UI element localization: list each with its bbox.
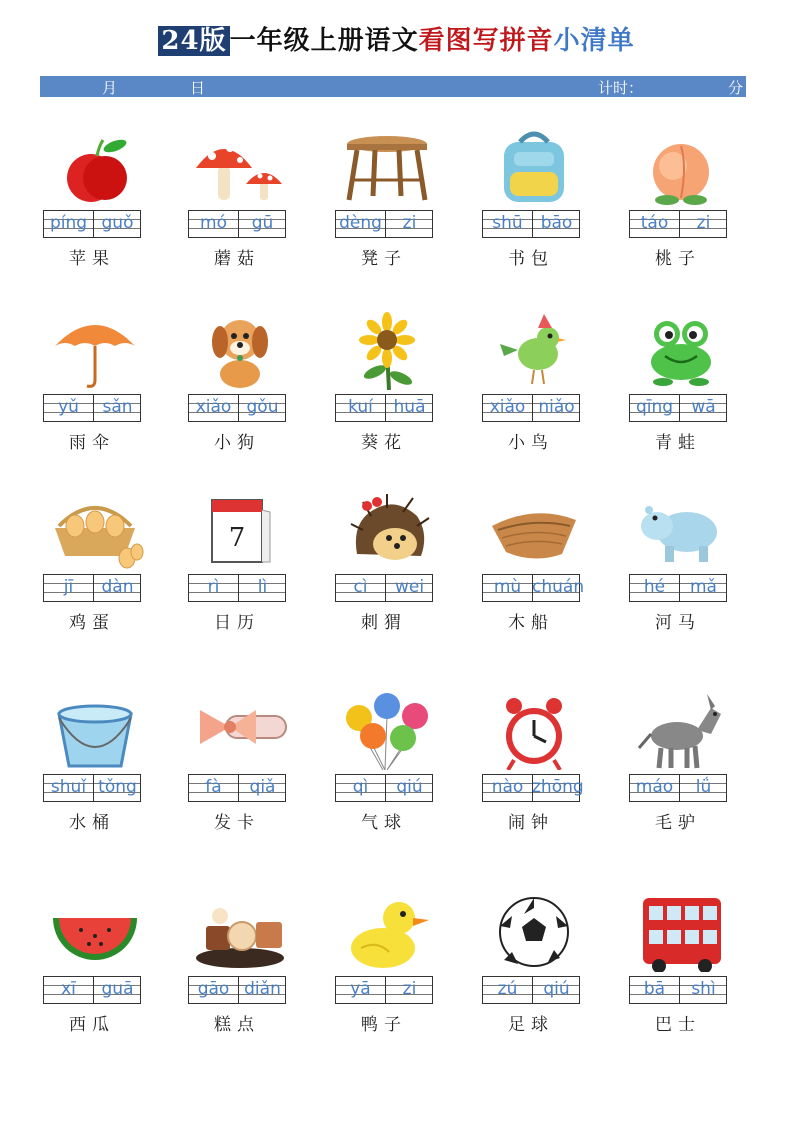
backpack-icon (484, 126, 584, 206)
pinyin-grid (335, 774, 433, 802)
alarm-clock-icon (484, 690, 584, 770)
pinyin-syllable-1: mù (493, 577, 522, 597)
chinese-word: 糕点 (214, 1015, 260, 1035)
pinyin-syllable-2: guā (101, 979, 134, 999)
pinyin-grid (43, 394, 141, 422)
chinese-word: 足球 (508, 1015, 554, 1035)
vocab-card (35, 490, 155, 650)
duck-icon (337, 892, 437, 972)
vocab-card (35, 310, 155, 470)
pinyin-grid (482, 210, 580, 238)
edition-badge: 24版 (158, 26, 229, 56)
pinyin-syllable-2: qiǎ (249, 777, 276, 797)
pinyin-grid (188, 574, 286, 602)
balloons-icon (337, 690, 437, 770)
bus-icon (631, 892, 731, 972)
pinyin-syllable-2: zi (402, 979, 417, 999)
pinyin-syllable-1: xiǎo (195, 397, 232, 417)
vocab-card (474, 310, 594, 470)
pinyin-syllable-2: tǒng (98, 777, 137, 797)
pinyin-syllable-1: xī (61, 979, 76, 999)
chinese-word: 葵花 (361, 433, 407, 453)
calendar-icon (190, 490, 290, 570)
chinese-word: 青蛙 (655, 433, 701, 453)
pinyin-grid (482, 394, 580, 422)
date-timer-bar (40, 76, 746, 97)
pastry-icon (190, 892, 290, 972)
chinese-word: 木船 (508, 613, 554, 633)
pinyin-grid (629, 774, 727, 802)
soccer-ball-icon (484, 892, 584, 972)
chinese-word: 河马 (655, 613, 701, 633)
pinyin-syllable-2: zhōng (532, 777, 584, 797)
chinese-word: 苹果 (69, 249, 115, 269)
pinyin-grid (482, 574, 585, 602)
vocab-card (180, 690, 300, 850)
pinyin-syllable-2: bāo (540, 213, 573, 233)
pinyin-syllable-2: zi (402, 213, 417, 233)
pinyin-grid (188, 210, 286, 238)
pinyin-syllable-2: qiú (396, 777, 423, 797)
chinese-word: 刺猬 (361, 613, 407, 633)
pinyin-syllable-1: shū (492, 213, 523, 233)
pinyin-syllable-2: dàn (101, 577, 134, 597)
frog-icon (631, 310, 731, 390)
vocab-card (621, 690, 741, 850)
vocab-card (327, 892, 447, 1052)
pinyin-grid (482, 976, 580, 1004)
vocab-card (180, 490, 300, 650)
chinese-word: 水桶 (69, 813, 115, 833)
pinyin-syllable-2: wei (394, 577, 425, 597)
pinyin-grid (43, 976, 141, 1004)
pinyin-syllable-1: mó (200, 213, 227, 233)
pinyin-syllable-1: qīng (635, 397, 674, 417)
pinyin-grid (335, 210, 433, 238)
chinese-word: 书包 (508, 249, 554, 269)
chinese-word: 巴士 (655, 1015, 701, 1035)
pinyin-syllable-2: lǘ (695, 777, 712, 797)
pinyin-syllable-2: gū (251, 213, 274, 233)
peach-icon (631, 126, 731, 206)
chinese-word: 蘑菇 (214, 249, 260, 269)
pinyin-grid (629, 394, 727, 422)
vocab-card (474, 690, 594, 850)
vocab-card (35, 892, 155, 1052)
vocab-card (621, 126, 741, 286)
pinyin-syllable-2: guǒ (101, 213, 134, 233)
pinyin-syllable-2: sǎn (102, 397, 133, 417)
pinyin-syllable-2: lì (257, 577, 268, 597)
pinyin-syllable-1: táo (640, 213, 669, 233)
pinyin-grid (629, 574, 727, 602)
pinyin-grid (43, 774, 141, 802)
minute-label: 分 (728, 79, 744, 97)
vocab-card (327, 490, 447, 650)
pinyin-grid (188, 976, 286, 1004)
pinyin-grid (629, 210, 727, 238)
sunflower-icon (337, 310, 437, 390)
pinyin-syllable-2: diǎn (244, 979, 281, 999)
apple-icon (45, 126, 145, 206)
pinyin-syllable-1: fà (205, 777, 222, 797)
pinyin-syllable-1: máo (635, 777, 674, 797)
svg-text:7: 7 (228, 523, 246, 553)
timer-label: 计时： (598, 79, 644, 97)
watermelon-icon (45, 892, 145, 972)
pinyin-grid (335, 394, 433, 422)
donkey-icon (631, 690, 731, 770)
pinyin-syllable-1: yǔ (58, 397, 79, 417)
pinyin-syllable-2: chuán (532, 577, 585, 597)
mushroom-icon (190, 126, 290, 206)
chinese-word: 毛驴 (655, 813, 701, 833)
pinyin-grid (43, 210, 141, 238)
vocab-card (621, 310, 741, 470)
wooden-boat-icon (484, 490, 584, 570)
pinyin-syllable-1: gāo (197, 979, 230, 999)
pinyin-syllable-2: gǒu (246, 397, 279, 417)
bird-icon (484, 310, 584, 390)
pinyin-grid (188, 774, 286, 802)
pinyin-syllable-1: shuǐ (50, 777, 87, 797)
pinyin-syllable-1: jī (63, 577, 74, 597)
vocab-card (474, 126, 594, 286)
hippo-icon (631, 490, 731, 570)
hedgehog-icon (337, 490, 437, 570)
eggs-basket-icon (45, 490, 145, 570)
pinyin-syllable-2: zi (696, 213, 711, 233)
pinyin-grid (482, 774, 584, 802)
chinese-word: 小鸟 (508, 433, 554, 453)
stool-icon (337, 126, 437, 206)
page-title (0, 20, 793, 57)
chinese-word: 凳子 (361, 249, 407, 269)
chinese-word: 鸭子 (361, 1015, 407, 1035)
chinese-word: 气球 (361, 813, 407, 833)
puppy-icon (190, 310, 290, 390)
chinese-word: 雨伞 (69, 433, 115, 453)
pinyin-grid (629, 976, 727, 1004)
pinyin-syllable-1: qì (352, 777, 369, 797)
vocab-card (180, 126, 300, 286)
vocab-card (621, 892, 741, 1052)
pinyin-syllable-1: píng (49, 213, 88, 233)
chinese-word: 鸡蛋 (69, 613, 115, 633)
pinyin-syllable-2: huā (393, 397, 426, 417)
pinyin-syllable-1: kuí (348, 397, 373, 417)
day-label: 日 (190, 79, 206, 97)
pinyin-syllable-1: yā (350, 979, 371, 999)
chinese-word: 日历 (214, 613, 260, 633)
chinese-word: 西瓜 (69, 1015, 115, 1035)
pinyin-syllable-1: nào (491, 777, 524, 797)
chinese-word: 发卡 (214, 813, 260, 833)
bucket-icon (45, 690, 145, 770)
pinyin-syllable-2: mǎ (690, 577, 717, 597)
vocab-card (35, 690, 155, 850)
vocab-card (327, 126, 447, 286)
pinyin-syllable-1: bā (643, 979, 666, 999)
pinyin-syllable-1: hé (643, 577, 666, 597)
title-part-3: 小清单 (553, 26, 635, 56)
chinese-word: 小狗 (214, 433, 260, 453)
pinyin-syllable-1: dèng (339, 213, 382, 233)
pinyin-grid (335, 976, 433, 1004)
pinyin-syllable-1: zú (497, 979, 518, 999)
vocab-card (474, 892, 594, 1052)
pinyin-syllable-2: wā (691, 397, 716, 417)
vocab-card (327, 310, 447, 470)
vocab-card (35, 126, 155, 286)
chinese-word: 桃子 (655, 249, 701, 269)
vocab-card (327, 690, 447, 850)
pinyin-syllable-2: shì (691, 979, 716, 999)
vocab-card (474, 490, 594, 650)
pinyin-grid (188, 394, 286, 422)
pinyin-syllable-1: cì (353, 577, 368, 597)
vocab-card (180, 892, 300, 1052)
pinyin-syllable-2: qiú (543, 979, 570, 999)
vocab-card (621, 490, 741, 650)
pinyin-grid (43, 574, 141, 602)
chinese-word: 闹钟 (508, 813, 554, 833)
title-part-1: 一年级上册语文 (229, 26, 419, 56)
vocab-card (180, 310, 300, 470)
pinyin-grid (335, 574, 433, 602)
title-part-2: 看图写拼音 (418, 26, 554, 56)
umbrella-icon (45, 310, 145, 390)
month-label: 月 (102, 79, 118, 97)
pinyin-syllable-1: xiǎo (489, 397, 526, 417)
pinyin-syllable-2: niǎo (538, 397, 575, 417)
pinyin-syllable-1: rì (207, 577, 220, 597)
hairclip-icon (190, 690, 290, 770)
